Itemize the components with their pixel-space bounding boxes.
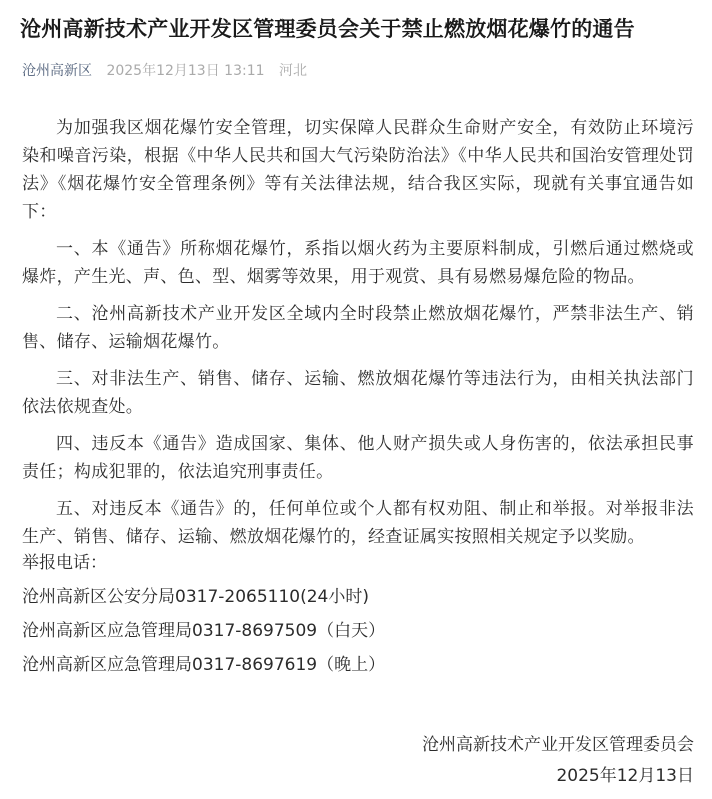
publish-location: 河北 — [278, 63, 307, 79]
publish-datetime: 2025年12月13日 13:11 — [106, 63, 265, 79]
source-link[interactable]: 沧州高新区 — [22, 63, 92, 79]
paragraph-item-1: 一、本《通告》所称烟花爆竹，系指以烟火药为主要原料制成，引燃后通过燃烧或爆炸，产生光、声、色、型、烟雾等效果，用于观赏、具有易燃易爆危险的物品。 — [22, 239, 694, 287]
hotline-entry-emergency-day: 沧州高新区应急管理局0317-8697509（白天） — [22, 621, 386, 641]
paragraph-item-5: 五、对违反本《通告》的，任何单位或个人都有权劝阻、制止和举报。对举报非法生产、销售、储存、运输、燃放烟花爆竹的，经查证属实按照相关规定予以奖励。 — [22, 499, 694, 547]
hotline-label: 举报电话： — [22, 553, 107, 573]
article-title: 沧州高新技术产业开发区管理委员会关于禁止燃放烟花爆竹的通告 — [20, 17, 635, 41]
paragraph-item-4: 四、违反本《通告》造成国家、集体、他人财产损失或人身伤害的，依法承担民事责任；构成犯罪的，依法追究刑事责任。 — [22, 434, 694, 482]
paragraph-item-2: 二、沧州高新技术产业开发区全域内全时段禁止燃放烟花爆竹，严禁非法生产、销售、储存、运输烟花爆竹。 — [22, 304, 694, 352]
hotline-entry-police: 沧州高新区公安分局0317-2065110(24小时) — [22, 587, 370, 607]
paragraph-intro: 为加强我区烟花爆竹安全管理，切实保障人民群众生命财产安全，有效防止环境污染和噪音污染，根据《中华人民共和国大气污染防治法》《中华人民共和国治安管理处罚法》《烟花爆竹安全管理条例》等有关法律法规，结合我区实际，现就有关事宜通告如下： — [22, 118, 694, 222]
signature — [422, 731, 694, 790]
hotline-section — [22, 549, 694, 685]
paragraph-item-3: 三、对非法生产、销售、储存、运输、燃放烟花爆竹等违法行为，由相关执法部门依法依规查处。 — [22, 369, 694, 417]
article-body — [22, 114, 694, 560]
article-meta — [22, 60, 307, 82]
hotline-entry-emergency-night: 沧州高新区应急管理局0317-8697619（晚上） — [22, 655, 386, 675]
signature-date: 2025年12月13日 — [556, 766, 694, 786]
signature-org: 沧州高新技术产业开发区管理委员会 — [422, 735, 694, 755]
